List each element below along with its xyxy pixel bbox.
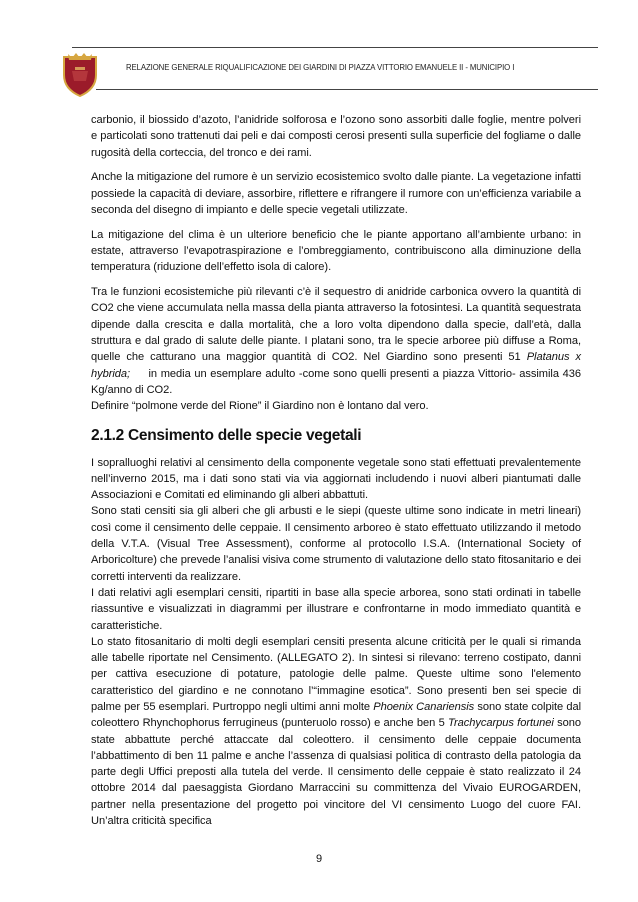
rome-shield-logo-icon — [60, 51, 100, 97]
species-trachycarpus: Trachycarpus fortunei — [448, 717, 554, 730]
species-phoenix: Phoenix Canariensis — [373, 701, 475, 713]
paragraph-carbon-text-2: in media un esemplare adulto -come sono quelli presenti a piazza Vittorio- assimila 436 Kg/anno di CO2. — [91, 367, 585, 396]
header-top-rule — [72, 47, 598, 48]
header-title: RELAZIONE GENERALE RIQUALIFICAZIONE DEI GIARDINI DI PIAZZA VITTORIO EMANUELE II - MUNICIPIO I — [126, 63, 515, 72]
paragraph-pollutants: carbonio, il biossido d’azoto, l’anidride solforosa e l’ozono sono assorbiti dalle foglie, mentre polveri e particolati sono trattenuti dai peli e dai composti cerosi presenti sulla superficie del fogliame o dalle rugosità della corteccia, del tronco e dei rami. — [91, 114, 581, 159]
paragraph-phytosanitary-text-2: sono state colpite dal coleottero Rhynchophorus ferrugineus (punteruolo rosso) e anche ben 5 — [91, 701, 581, 730]
paragraph-phytosanitary-text-3: sono state abbattute perché attaccate dal coleottero. il censimento delle ceppaie documenta l’abbattimento di ben 11 palme e anche l’assenza di qualsiasi politica di contrasto della patologia da parte degli Uffici preposti alla tutela del verde. Il censimento delle ceppaie è stato realizzato il 24 ottobre 2014 dal paesaggista Giordano Marraccini su committenza del Vivaio EUROGARDEN, partner nella presentazione del progetto poi vincitore del VI censimento Luogo del cuore FAI. Un’altra criticità specifica — [91, 717, 581, 828]
document-body — [91, 112, 585, 829]
paragraph-survey: I sopralluoghi relativi al censimento della componente vegetale sono stati effettuati prevalentemente nell’inverno 2015, ma i dati sono stati via via aggiornati includendo i nuovi alberi piantumati dalle Associazioni e Comitati ed eliminando gli alberi abbattuti. — [91, 456, 581, 502]
paragraph-tables: I dati relativi agli esemplari censiti, ripartiti in base alla specie arborea, sono stati ordinati in tabelle riassuntive e visualizzati in diagrammi per illustrare e confrontarne in modo immediato quantità e caratteristiche. — [91, 586, 581, 632]
page-header — [60, 42, 598, 94]
paragraph-carbon-text-1: Tra le funzioni ecosistemiche più rilevanti c’è il sequestro di anidride carbonica ovvero la quantità di CO2 che viene accumulata nella massa della pianta attraverso la fotosintesi. La quantità sequestrata dipende dalla crescita e dalla mortalità, che a loro volta dipendono dalla specie, dall’età, dalla struttura e dal grado di salute delle piante. I platani sono, tra le specie arboree più diffuse a Roma, quelle che catturano una maggior quantità di CO2. Nel Giardino sono presenti 51 — [91, 286, 581, 364]
paragraph-noise: Anche la mitigazione del rumore è un servizio ecosistemico svolto dalle piante. La vegetazione infatti possiede la capacità di deviare, assorbire, riflettere e rifrangere il rumore con un’efficienza variabile a seconda del disegno di impianto e delle specie vegetali utilizzate. — [91, 171, 581, 216]
paragraph-phytosanitary-text-1: Lo stato fitosanitario di molti degli esemplari censiti presenta alcune criticità per le quali si rimanda alle tabelle riportate nel Censimento. (ALLEGATO 2). In sintesi si rilevano: terreno costipato, danni per cattiva esecuzione di potature, patologie delle palme. Queste ultime sono l'elemento caratteristico del giardino e ne connotano l’“immagine esotica”. Sono presenti ben sei specie di palme per 55 esemplari. Purtroppo negli ultimi anni molte — [91, 635, 581, 713]
species-platanus: Platanus x hybrida; — [91, 351, 581, 380]
paragraph-phytosanitary — [91, 634, 581, 830]
header-bottom-rule — [96, 89, 598, 90]
section-heading: 2.1.2 Censimento delle specie vegetali — [91, 426, 362, 444]
paragraph-green-lung: Definire “polmone verde del Rione” il Giardino non è lontano dal vero. — [91, 400, 429, 413]
paragraph-carbon — [91, 284, 585, 398]
paragraph-method: Sono stati censiti sia gli alberi che gli arbusti e le siepi (queste ultime sono indicate in metri lineari) così come il censimento delle ceppaie. Il censimento arboreo è stato effettuato utilizzando il metodo della V.T.A. (Visual Tree Assessment), conforme al protocollo I.S.A. (International Society of Arboricolture) che prevede l’analisi visiva come strumento di valutazione dello stato fitosanitario e dei corretti interventi da realizzare. — [91, 505, 581, 583]
paragraph-climate: La mitigazione del clima è un ulteriore beneficio che le piante apportano all’ambiente urbano: in estate, attraverso l’evapotraspirazione e l’ombreggiamento, contribuiscono alla diminuzione della temperatura (riduzione dell’effetto isola di calore). — [91, 228, 581, 274]
page-number: 9 — [315, 853, 323, 865]
